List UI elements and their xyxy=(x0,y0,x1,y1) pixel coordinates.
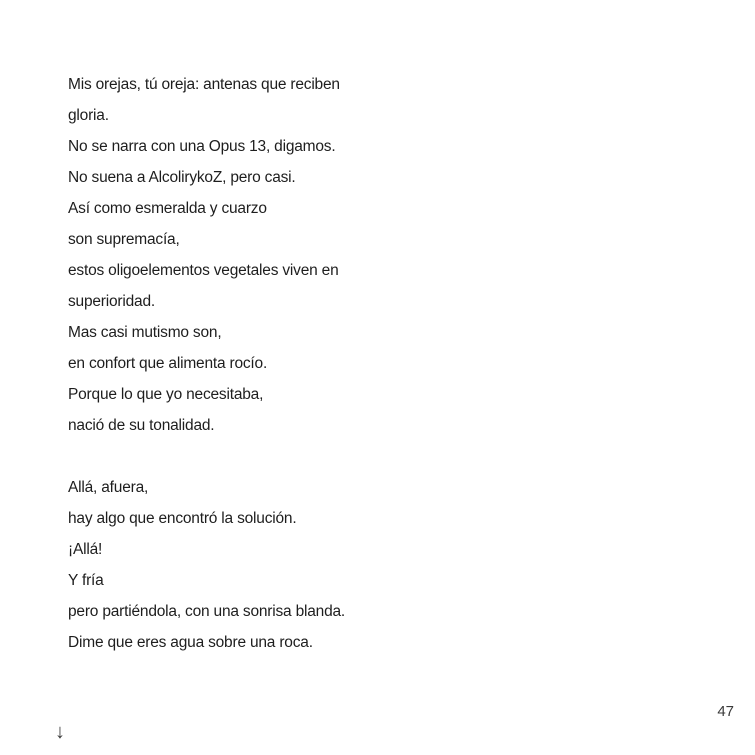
poem-line: Allá, afuera, xyxy=(68,479,149,496)
poem-line: Porque lo que yo necesitaba, xyxy=(68,386,264,403)
poem-line: Y fría xyxy=(68,572,104,589)
poem-line: gloria. xyxy=(68,107,109,124)
poem-line: Así como esmeralda y cuarzo xyxy=(68,200,267,217)
poem-line: No se narra con una Opus 13, digamos. xyxy=(68,138,336,155)
poem-line: ¡Allá! xyxy=(68,541,103,558)
poem-line: No suena a AlcolirykoZ, pero casi. xyxy=(68,169,296,186)
arrow-down-icon[interactable]: ↓ xyxy=(55,721,65,743)
poem-line: Mis orejas, tú oreja: antenas que reciben xyxy=(68,76,340,93)
poem-line: nació de su tonalidad. xyxy=(68,417,215,434)
poem-line: Mas casi mutismo son, xyxy=(68,324,222,341)
poem-line: Dime que eres agua sobre una roca. xyxy=(68,634,313,651)
page-number: 47 xyxy=(717,703,734,720)
poem-line: son supremacía, xyxy=(68,231,180,248)
poem-line: estos oligoelementos vegetales viven en xyxy=(68,262,339,279)
stanza-2 xyxy=(68,472,668,658)
poem-line: en confort que alimenta rocío. xyxy=(68,355,268,372)
stanza-1 xyxy=(68,69,668,441)
poem-line: superioridad. xyxy=(68,293,156,310)
poem-line: pero partiéndola, con una sonrisa blanda. xyxy=(68,603,346,620)
poem-line: hay algo que encontró la solución. xyxy=(68,510,297,527)
poem-body xyxy=(68,69,668,658)
